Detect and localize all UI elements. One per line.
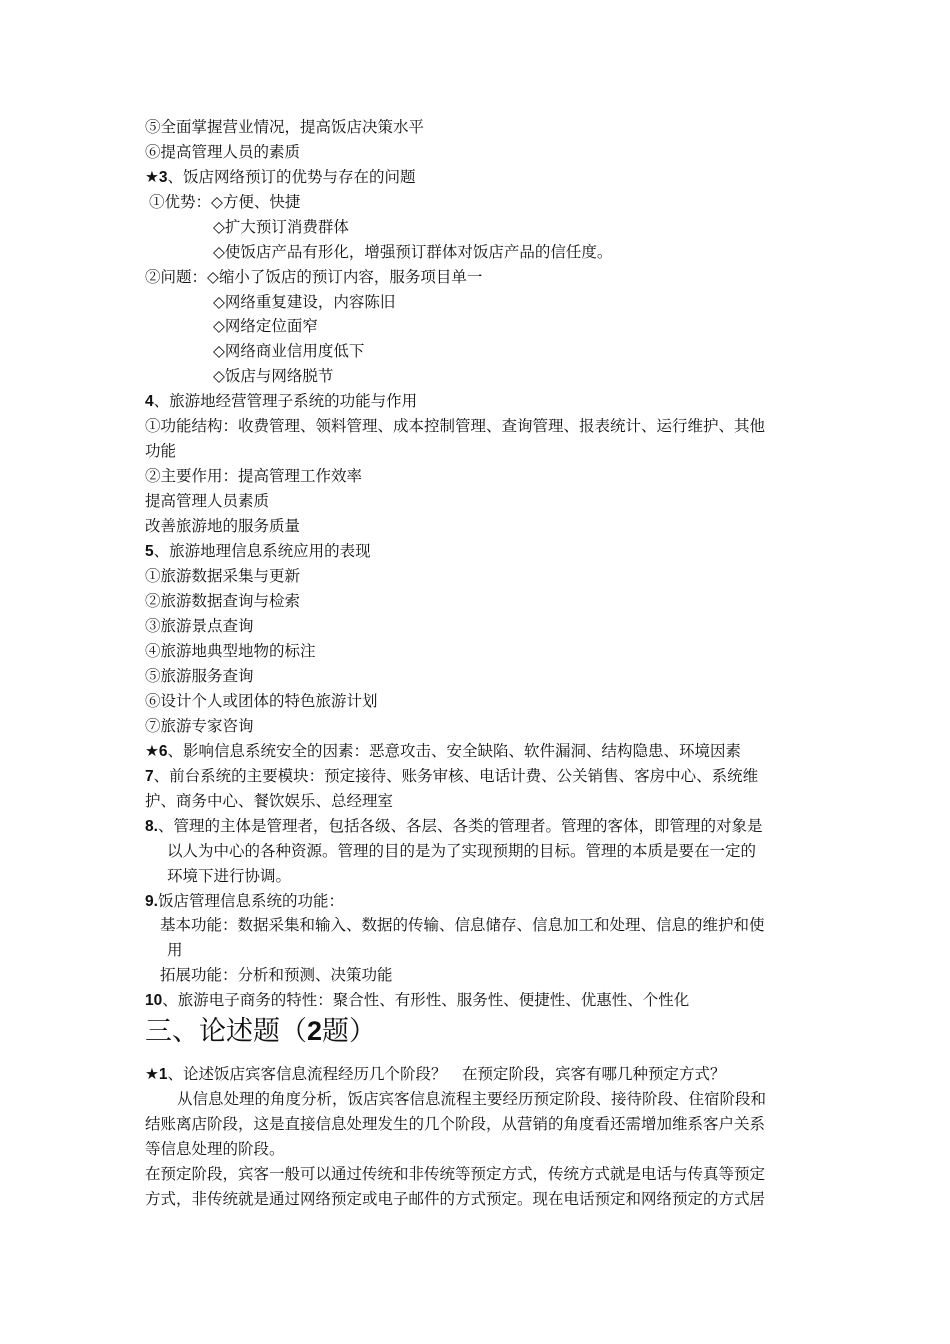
heading-text: 、旅游地理信息系统应用的表现 [153,542,371,560]
heading-number: ★1 [145,1066,168,1083]
text-line: ②问题：◇缩小了饭店的预订内容，服务项目单一 [145,268,483,286]
text-line: ①优势：◇方便、快捷 [149,193,301,211]
text-line: 提高管理人员素质 [145,492,270,510]
text-line: 拓展功能：分析和预测、决策功能 [160,966,393,984]
section-heading-8 [145,814,762,839]
heading-number: 7 [145,768,154,785]
section-heading-6 [145,739,741,764]
heading-number: ★6 [145,743,168,760]
text-line: ◇网络重复建设，内容陈旧 [213,293,396,311]
text-line: ◇网络定位面窄 [213,317,318,335]
heading-number: 4 [145,393,154,410]
heading-text: 、旅游地经营管理子系统的功能与作用 [153,392,418,410]
heading-number: 9. [145,893,158,910]
chapter-heading-count: 2 [307,1016,323,1046]
text-line: ◇使饭店产品有形化，增强预订群体对饭店产品的信任度。 [213,243,613,261]
heading-number: 8. [145,818,158,835]
chapter-heading-suffix: 题） [322,1016,377,1047]
text-line: 改善旅游地的服务质量 [145,517,301,535]
heading-text: 、前台系统的主要模块：预定接待、账务审核、电话计费、公关销售、客房中心、系统维 [153,767,759,785]
heading-number: 5 [145,543,154,560]
chapter-heading [145,1013,376,1050]
text-line: 用 [167,941,183,959]
text-line: 方式，非传统就是通过网络预定或电子邮件的方式预定。现在电话预定和网络预定的方式居 [145,1190,766,1208]
text-line: ②旅游数据查询与检索 [145,592,301,610]
heading-text: 、旅游电子商务的特性：聚合性、有形性、服务性、便捷性、优惠性、个性化 [162,991,690,1009]
text-line: ◇网络商业信用度低下 [213,342,365,360]
question-heading-1 [145,1062,726,1087]
text-line: ⑥提高管理人员的素质 [145,143,301,161]
text-line: 功能 [145,442,177,460]
section-heading-10 [145,988,689,1013]
section-heading-4 [145,389,417,414]
text-line: 从信息处理的角度分析，饭店宾客信息流程主要经历预定阶段、接待阶段、住宿阶段和 [177,1090,767,1108]
text-line: 结账离店阶段，这是直接信息处理发生的几个阶段，从营销的角度看还需增加维系客户关系 [145,1115,766,1133]
text-line: 在预定阶段，宾客一般可以通过传统和非传统等预定方式，传统方式就是电话与传真等预定 [145,1165,766,1183]
text-line: ①旅游数据采集与更新 [145,567,301,585]
text-line: 等信息处理的阶段。 [145,1140,285,1158]
text-line: 以人为中心的各种资源。管理的目的是为了实现预期的目标。管理的本质是要在一定的 [167,842,757,860]
text-line: ◇扩大预订消费群体 [213,218,349,236]
heading-text: 、管理的主体是管理者，包括各级、各层、各类的管理者。管理的客体，即管理的对象是 [157,817,763,835]
text-line: ③旅游景点查询 [145,617,254,635]
text-line: 环境下进行协调。 [167,867,292,885]
text-line: ④旅游地典型地物的标注 [145,642,316,660]
text-line: ⑥设计个人或团体的特色旅游计划 [145,692,378,710]
text-line: ②主要作用：提高管理工作效率 [145,467,363,485]
heading-number: ★3 [145,169,168,186]
text-line: 基本功能：数据采集和输入、数据的传输、信息储存、信息加工和处理、信息的维护和使 [160,916,765,934]
section-heading-9 [145,889,344,914]
text-line: ◇饭店与网络脱节 [213,367,334,385]
section-heading-5 [145,539,371,564]
chapter-heading-text: 三、论述题（ [145,1016,307,1047]
heading-text: 、影响信息系统安全的因素：恶意攻击、安全缺陷、软件漏洞、结构隐患、环境因素 [167,742,742,760]
section-heading-3 [145,165,416,190]
text-line: ⑤全面掌握营业情况，提高饭店决策水平 [145,118,425,136]
heading-text: 饭店管理信息系统的功能： [157,892,344,910]
text-line: 护、商务中心、餐饮娱乐、总经理室 [145,792,394,810]
text-line: ⑤旅游服务查询 [145,667,254,685]
text-line: ①功能结构：收费管理、领料管理、成本控制管理、查询管理、报表统计、运行维护、其他 [145,417,766,435]
heading-text: 、论述饭店宾客信息流程经历几个阶段？ 在预定阶段，宾客有哪几种预定方式？ [167,1065,726,1083]
heading-number: 10 [145,992,163,1009]
heading-text: 、饭店网络预订的优势与存在的问题 [167,168,416,186]
section-heading-7 [145,764,758,789]
text-line: ⑦旅游专家咨询 [145,717,254,735]
